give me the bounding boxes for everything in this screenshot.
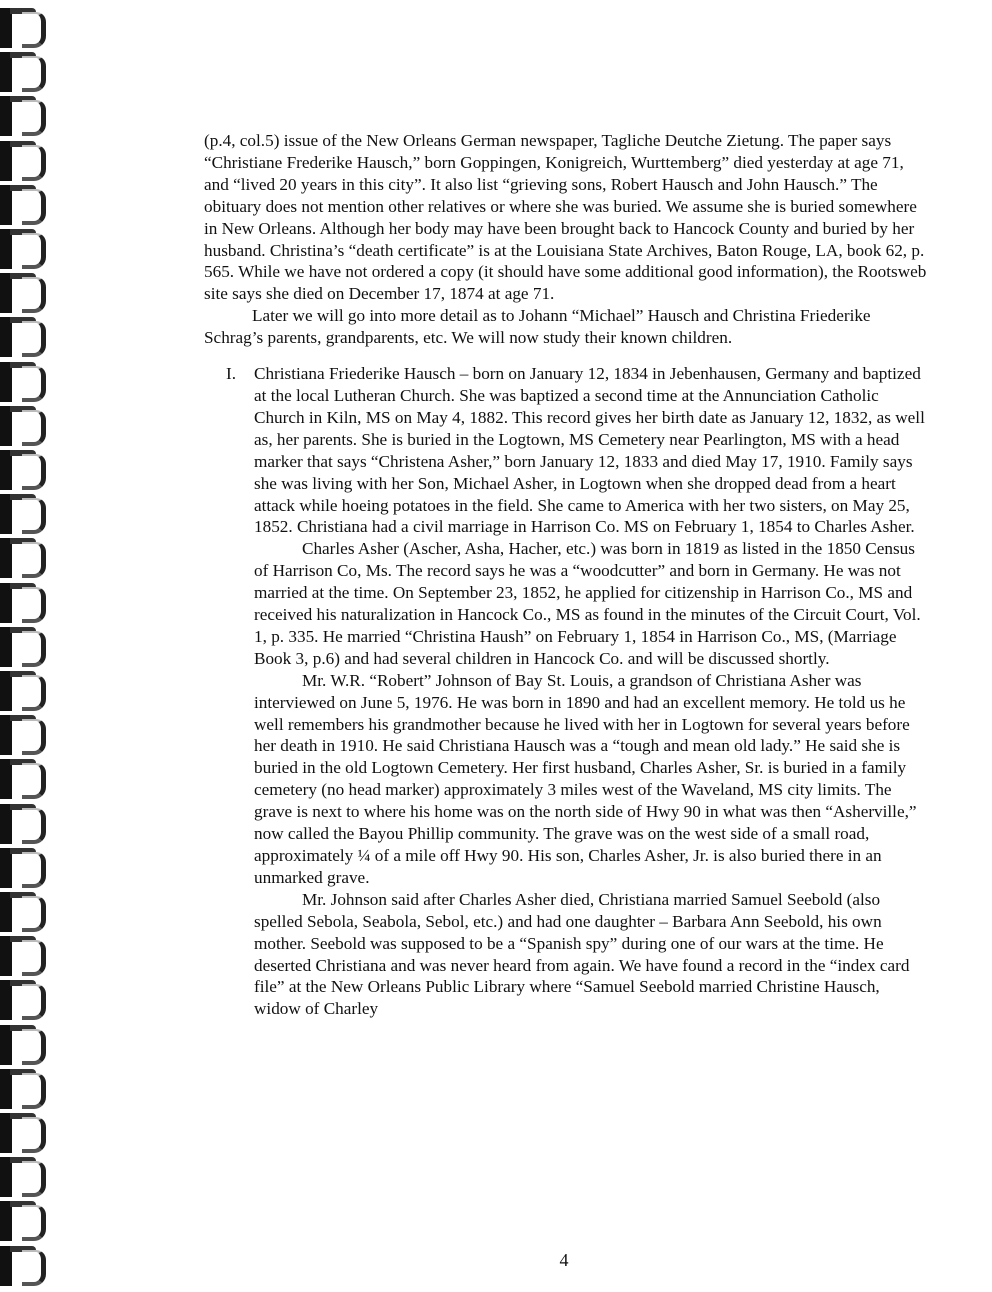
binding-ring	[0, 141, 52, 185]
binding-ring	[0, 450, 52, 494]
spiral-binding	[0, 0, 60, 1292]
paragraph-seebold: Mr. Johnson said after Charles Asher died, Christiana married Samuel Seebold (also spelled Sebola, Seabola, Sebol, etc.) and had one daughter – Barbara Ann Seebold, his own mother. Seebold was supposed to be a “Spanish spy” during one of our wars at the time. He deserted Christiana and was never heard from again. We have found a record in the “index card file” at the New Orleans Public Library where “Samuel Seebold married Christine Hausch, widow of Charley	[254, 889, 910, 1019]
binding-ring	[0, 715, 52, 759]
binding-ring	[0, 96, 52, 140]
binding-ring	[0, 1025, 52, 1069]
binding-ring	[0, 1113, 52, 1157]
list-item-body	[254, 363, 930, 1020]
binding-ring	[0, 1246, 52, 1290]
page-number: 4	[559, 1250, 569, 1270]
paragraph-charles-asher: Charles Asher (Ascher, Asha, Hacher, etc.) was born in 1819 as listed in the 1850 Census of Harrison Co, Ms. The record says he was a “woodcutter” and born in Germany. He was not married at the time. On September 23, 1852, he applied for citizenship in Harrison Co., MS and received his naturalization in Hancock Co., MS as found in the minutes of the Circuit Court, Vol. 1, p. 335. He married “Christina Haush” on February 1, 1854 in Harrison Co., MS, (Marriage Book 3, p.6) and had several children in Hancock Co. and will be discussed shortly.	[254, 539, 921, 668]
binding-ring	[0, 1157, 52, 1201]
binding-ring	[0, 936, 52, 980]
list-marker: I.	[226, 364, 237, 384]
binding-ring	[0, 804, 52, 848]
binding-ring	[0, 362, 52, 406]
list-item-christiana	[204, 363, 930, 1020]
binding-ring	[0, 229, 52, 273]
binding-ring	[0, 1201, 52, 1245]
paragraph-johnson-interview: Mr. W.R. “Robert” Johnson of Bay St. Louis, a grandson of Christiana Asher was interviewed on June 5, 1976. He was born in 1890 and had an excellent memory. He told us he well remembers his grandmother because he lived with her in Logtown for several years before her death in 1910. He said Christiana Hausch was a “tough and mean old lady.” He said she is buried in the old Logtown Cemetery. Her first husband, Charles Asher, Sr. is buried in a family cemetery (no head marker) approximately 3 miles west of the Waveland, MS city limits. The grave is next to where his home was on the north side of Hwy 90 in what was then “Asherville,” now called the Bayou Phillip community. The grave was on the west side of a small road, approximately ¼ of a mile off Hwy 90. His son, Charles Asher, Jr. is also buried there in an unmarked grave.	[254, 670, 917, 887]
binding-ring	[0, 52, 52, 96]
binding-ring	[0, 538, 52, 582]
paragraph-transition: Later we will go into more detail as to Johann “Michael” Hausch and Christina Friederike Schrag’s parents, grandparents, etc. We will now study their known children.	[204, 306, 871, 348]
binding-ring	[0, 317, 52, 361]
paragraph-obituary: (p.4, col.5) issue of the New Orleans German newspaper, Tagliche Deutche Zietung. The paper says “Christiane Frederike Hausch,” born Goppingen, Konigreich, Wurttemberg” died yesterday at age 71, and “lived 20 years in this city”. It also list “grieving sons, Robert Hausch and John Hausch.” The obituary does not mention other relatives or where she was buried. We assume she is buried somewhere in New Orleans. Although her body may have been brought back to Hancock County and buried by her husband. Christina’s “death certificate” is at the Louisiana State Archives, Baton Rouge, LA, book 62, p. 565. While we have not ordered a copy (it should have some additional good information), the Rootsweb site says she died on December 17, 1874 at age 71.	[204, 131, 927, 304]
binding-ring	[0, 1069, 52, 1113]
binding-ring	[0, 892, 52, 936]
document-body	[204, 130, 930, 1020]
binding-ring	[0, 671, 52, 715]
binding-ring	[0, 8, 52, 52]
binding-ring	[0, 273, 52, 317]
binding-ring	[0, 848, 52, 892]
binding-ring	[0, 406, 52, 450]
binding-ring	[0, 759, 52, 803]
binding-ring	[0, 185, 52, 229]
binding-ring	[0, 627, 52, 671]
binding-ring	[0, 583, 52, 627]
paragraph-christiana: Christiana Friederike Hausch – born on January 12, 1834 in Jebenhausen, Germany and baptized at the local Lutheran Church. She was baptized a second time at the Annunciation Catholic Church in Kiln, MS on May 4, 1882. This record gives her birth date as January 12, 1832, as well as, her parents. She is buried in the Logtown, MS Cemetery near Pearlington, MS with a head marker that says “Christena Asher,” born January 12, 1833 and died May 17, 1910. Family says she was living with her Son, Michael Asher, in Logtown when she dropped dead from a heart attack while hoeing potatoes in the field. She came to America with her two sisters, on May 25, 1852. Christiana had a civil marriage in Harrison Co. MS on February 1, 1854 to Charles Asher.	[254, 364, 925, 537]
binding-ring	[0, 494, 52, 538]
binding-ring	[0, 980, 52, 1024]
